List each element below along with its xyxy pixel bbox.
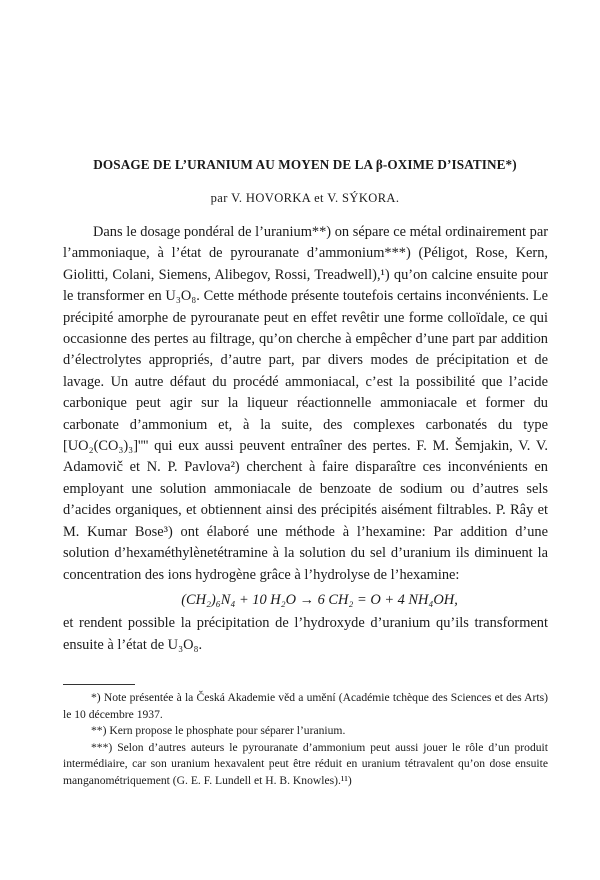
footnote: **) Kern propose le phosphate pour séparer l’uranium. bbox=[91, 724, 346, 738]
article-authors: par V. HOVORKA et V. SÝKORA. bbox=[210, 191, 400, 205]
body-paragraph: Dans le dosage pondéral de l’uranium**) on sépare ce métal ordinairement par l’ammoniaque, à l’état de pyrouranate d’ammonium***) (Péligot, Rose, Kern, Giolitti, Colani, Siemens, Alibegov, Rossi, Treadwell),¹) qu’on calcine ensuite pour le transformer en U₃O₈. Cette méthode présente toutefois certains inconvénients. Le précipité amorphe de pyrouranate peut en effet revêtir une forme colloïdale, ce qui occasionne des pertes au filtrage, qu’on cherche à empêcher d’une part par addition d’électrolytes appropriés, d’autre part, par divers modes de précipitation et de lavage. Un autre défaut du procédé ammoniacal, c’est la possibilité que l’acide carbonique peut agir sur la liqueur réactionnelle ammoniacale et former du carbonate d’ammonium et, à la suite, des complexes carbonatés du type [UO₂(CO₃)₃]'''' qui eux aussi peuvent entraîner des pertes. F. M. Šemjakin, V. V. Adamovič et N. P. Pavlova²) cherchent à faire disparaître ces inconvénients en employant une solution ammoniacale de benzoate de sodium ou d’autres sels d’acides organiques, et obtiennent ainsi des précipités aisément filtrables. P. Rây et M. Kumar Bose³) ont élaboré une méthode à l’hexamine: Par addition d’une solution d’hexaméthylènetétramine à la solution du sel d’uranium ils diminuent la concentration des ions hydrogène grâce à l’hydrolyse de l’hexamine: bbox=[63, 224, 548, 583]
body-continuation: et rendent possible la précipitation de l’hydroxyde d’uranium qu’ils transforment ensuite à l’état de U₃O₈. bbox=[63, 615, 548, 653]
footnotes bbox=[63, 690, 548, 790]
footnote: *) Note présentée à la Česká Akademie věd a umění (Académie tchèque des Sciences et des Arts) le 10 décembre 1937. bbox=[63, 691, 548, 721]
footnote-separator bbox=[63, 684, 135, 685]
chemical-equation: (CH₂)₆N₄ + 10 H₂O → 6 CH₂ = O + 4 NH₄OH, bbox=[181, 591, 458, 608]
article-body bbox=[63, 222, 548, 656]
article-title: DOSAGE DE L’URANIUM AU MOYEN DE LA β-OXIME D’ISATINE*) bbox=[93, 157, 517, 172]
footnote: ***) Selon d’autres auteurs le pyrouranate d’ammonium peut aussi jouer le rôle d’un produit intermédiaire, car son uranium hexavalent peut être réduit en uranium tétravalent qu’on dose ensuite manganométriquement (G. E. F. Lundell et H. B. Knowles).¹¹) bbox=[63, 740, 548, 787]
